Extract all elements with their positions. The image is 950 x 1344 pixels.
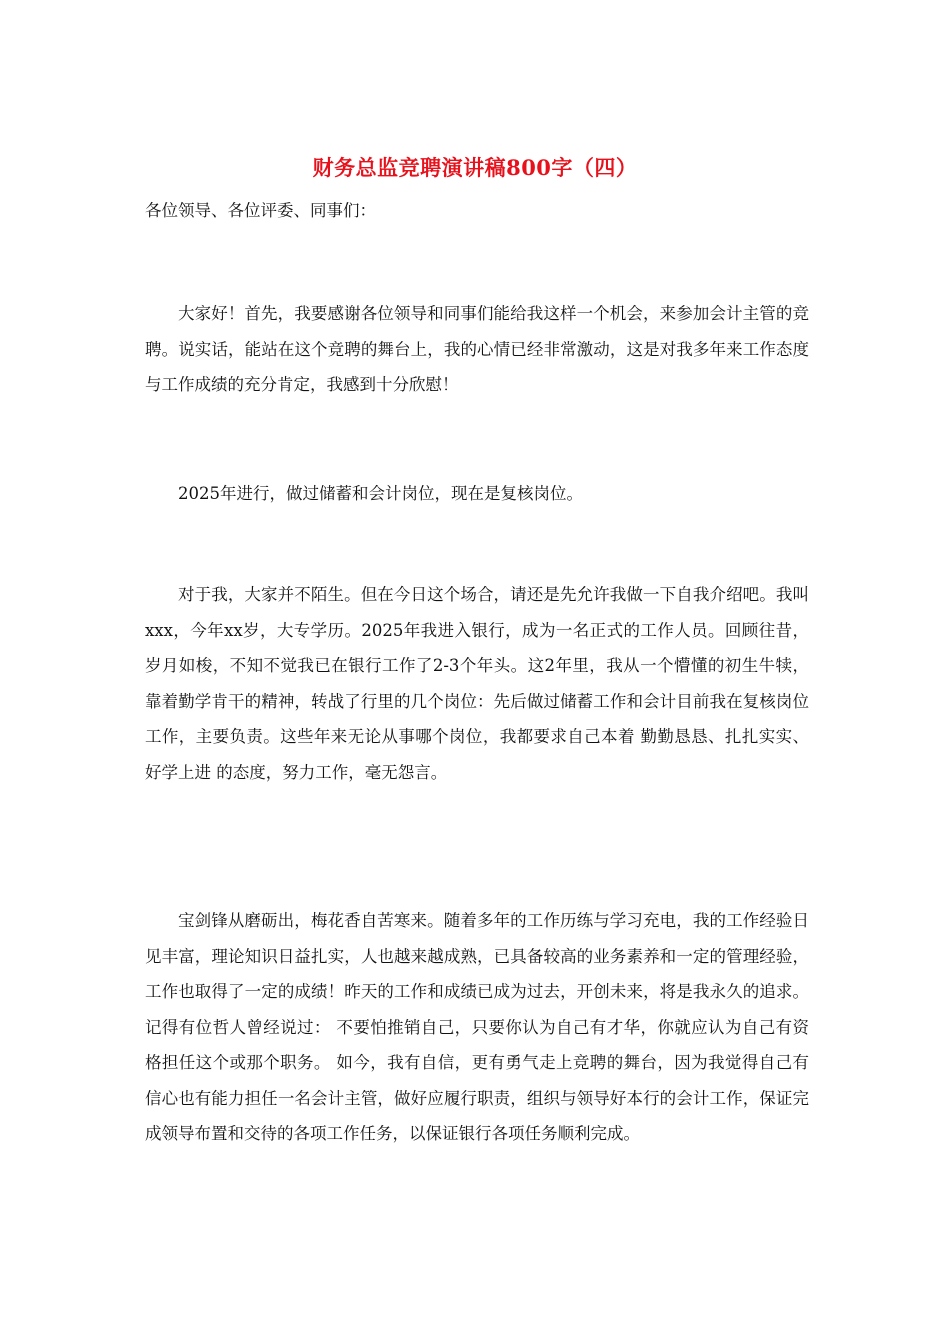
document-title: 财务总监竞聘演讲稿800字（四） <box>312 155 638 180</box>
paragraph-self-introduction: 对于我，大家并不陌生。但在今日这个场合，请还是先允许我做一下自我介绍吧。我叫xxx，今年xx岁，大专学历。2025年我进入银行，成为一名正式的工作人员。回顾往昔，岁月如梭，不知不觉我已在银行工作了2-3个年头。这2年里，我从一个懵懂的初生牛犊，靠着勤学肯干的精神，转战了行里的几个岗位：先后做过储蓄工作和会计目前我在复核岗位工作，主要负责。这些年来无论从事哪个岗位，我都要求自己本着 勤勤恳恳、扎扎实实、好学上进 的态度，努力工作，毫无怨言。 <box>145 585 809 782</box>
salutation: 各位领导、各位评委、同事们： <box>145 201 376 220</box>
paragraph-experience: 宝剑锋从磨砺出，梅花香自苦寒来。随着多年的工作历练与学习充电，我的工作经验日见丰富，理论知识日益扎实，人也越来越成熟，已具备较高的业务素养和一定的管理经验，工作也取得了一定的成绩！昨天的工作和成绩已成为过去，开创未来，将是我永久的追求。记得有位哲人曾经说过： 不要怕推销自己，只要你认为自己有才华，你就应认为自己有资格担任这个或那个职务。 如今，我有自信，更有勇气走上竞聘的舞台，因为我觉得自己有信心也有能力担任一名会计主管，做好应履行职责，组织与领导好本行的会计工作，保证完成领导布置和交待的各项工作任务，以保证银行各项任务顺利完成。 <box>145 911 809 1143</box>
paragraph-greeting: 大家好！首先，我要感谢各位领导和同事们能给我这样一个机会，来参加会计主管的竞聘。说实话，能站在这个竞聘的舞台上，我的心情已经非常激动，这是对我多年来工作态度与工作成绩的充分肯定，我感到十分欣慰！ <box>145 304 809 394</box>
paragraph-position: 2025年进行，做过储蓄和会计岗位，现在是复核岗位。 <box>178 484 583 503</box>
